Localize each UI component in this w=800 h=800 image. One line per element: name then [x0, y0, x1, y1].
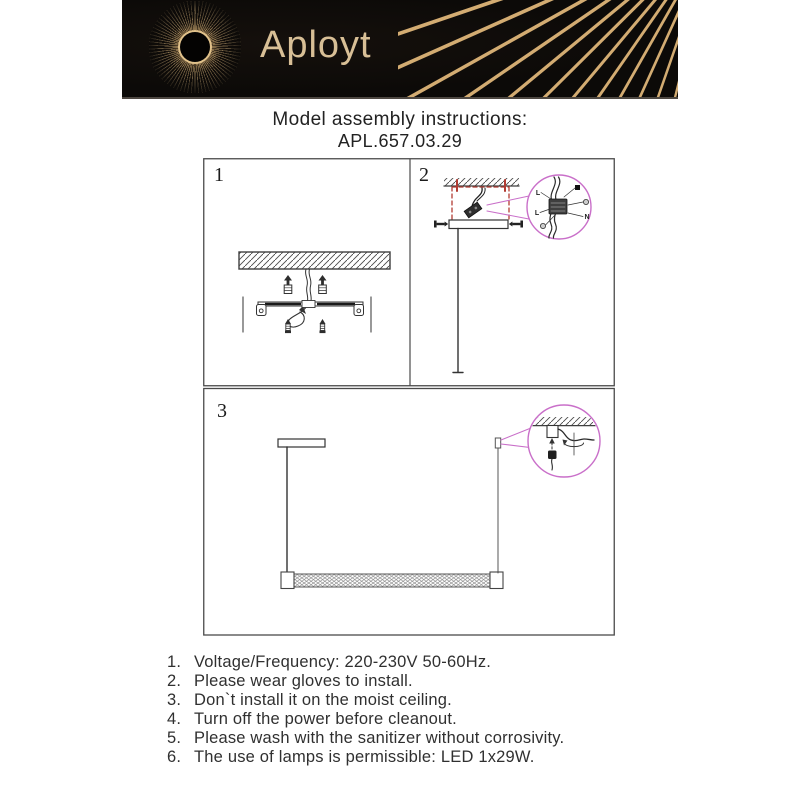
anchor-plug-left — [284, 275, 292, 294]
instruction-number: 5. — [167, 729, 182, 747]
canopy-bar — [278, 439, 325, 447]
wire-grip — [495, 438, 500, 448]
instruction-list — [167, 653, 564, 767]
side-screw-left — [434, 221, 448, 228]
panel-1-number: 1 — [214, 164, 224, 186]
instruction-item — [167, 748, 564, 767]
panel-1-illustration — [214, 164, 390, 333]
instruction-number: 4. — [167, 710, 182, 728]
screw-left — [285, 319, 291, 333]
instruction-text: The use of lamps is permissible: LED 1x29W. — [194, 748, 535, 766]
instruction-item — [167, 653, 564, 672]
ceiling-hatch — [239, 252, 390, 269]
starburst-core — [180, 32, 210, 62]
panel-3-illustration — [217, 400, 600, 589]
starburst-logo-icon — [149, 1, 241, 93]
instruction-item — [167, 691, 564, 710]
model-number: APL.657.03.29 — [337, 131, 463, 151]
adjuster-callout — [501, 405, 600, 477]
label-live-top: L — [535, 190, 541, 197]
instruction-number: 6. — [167, 748, 182, 766]
instruction-text: Don`t install it on the moist ceiling. — [194, 691, 452, 709]
terminal-block — [549, 199, 567, 214]
brand-banner — [122, 0, 678, 99]
label-live-bottom: L — [534, 210, 540, 217]
label-neutral: N — [584, 214, 590, 221]
ceiling-hatch — [444, 178, 519, 186]
panel-3-number: 3 — [217, 400, 227, 422]
page-title: Model assembly instructions: — [272, 109, 528, 130]
panel-2-illustration — [419, 164, 591, 373]
instruction-number: 2. — [167, 672, 182, 690]
canopy-bar — [449, 220, 508, 229]
anchor-plug-right — [319, 275, 327, 294]
lamp-tube — [281, 572, 503, 589]
instruction-item — [167, 729, 564, 748]
panel-2-number: 2 — [419, 164, 429, 186]
instruction-number: 1. — [167, 653, 182, 671]
instruction-text: Turn off the power before cleanout. — [194, 710, 457, 728]
brand-name: Aployt — [260, 24, 372, 66]
instruction-text: Voltage/Frequency: 220-230V 50-60Hz. — [194, 653, 492, 671]
corner-rays-icon — [398, 0, 678, 97]
assembly-diagram — [203, 158, 615, 636]
mounting-bracket — [257, 301, 364, 316]
instruction-item — [167, 672, 564, 691]
canopy-dashed-outline — [452, 187, 509, 220]
instruction-item — [167, 710, 564, 729]
screw-right — [320, 319, 326, 333]
instruction-number: 3. — [167, 691, 182, 709]
side-screw-right — [509, 221, 523, 228]
instruction-text: Please wear gloves to install. — [194, 672, 413, 690]
instruction-text: Please wash with the sanitizer without corrosivity. — [194, 729, 565, 747]
